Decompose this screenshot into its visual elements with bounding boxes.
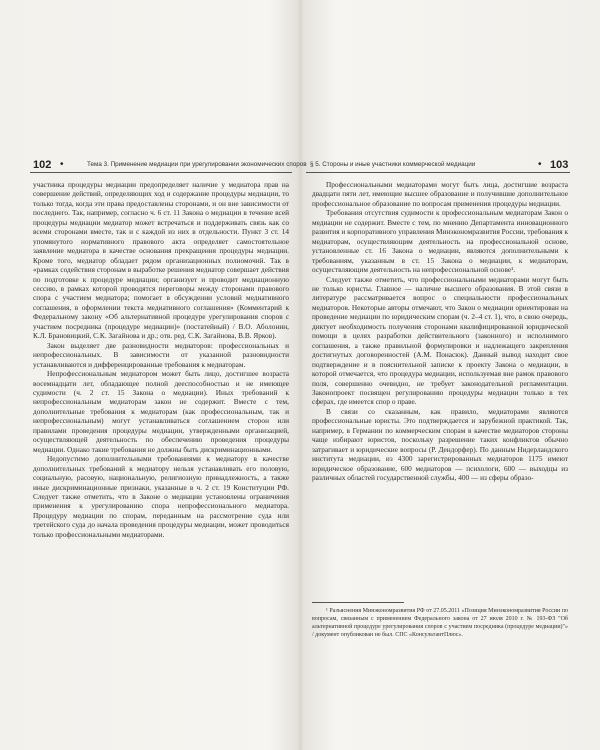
paragraph: Требования отсутствия судимости к профессиональным медиаторам Закон о медиации не содержит. Вместе с тем, по мнению Департамента инновационного развития и корпоративного управления Минэкономразвития России, требования к медиаторам, осуществляющим деятельность на профессиональной основе, установленные ст. 16 Закона о медиации, являются дополнительными к требованиям, указанным в ст. 15 Закона о медиации, к медиаторам, осуществляющим деятельность на непрофессиональной основе¹. — [312, 208, 568, 275]
paragraph: участника процедуры медиации предопределяет наличие у медиатора прав на совершение действий, определяющих ход и содержание процедуры медиации, то только тогда, когда эти права предоставлены сторонами, и он вне зависимости от последнего. Так, например, согласно ч. 6 ст. 11 Закона о медиации в течение всей процедуры медиации медиатор может встречаться и поддерживать связь как со всеми сторонами вместе, так и с каждой из них в отдельности. Пункт 3 ст. 14 упомянутого нормативного правового акта определяет самостоятельное заявление медиатора в качестве основания прекращения процедуры медиации. Кроме того, медиатор обладает рядом организационных полномочий. Так в «рамках содействия сторонам в выработке решения медиатор совершает действия по подготовке к процедуре медиации; организует и проводит медиационную сессию, в рамках которой проводятся переговоры между сторонами правового спора с участием медиатора; помогает в обсуждении условий медиативного соглашения, в оформлении текста медиативного соглашения» (Комментарий к Федеральному закону «Об альтернативной процедуре урегулирования споров с участием посредника (процедуре медиации)» (постатейный) / В.О. Аболонин, К.Л. Брановицкий, С.К. Загайнова и др.; отв. ред. С.К. Загайнова, В.В. Ярков). — [33, 180, 289, 341]
running-head-right: § 5. Стороны и иные участники коммерческой медиации — [310, 161, 476, 168]
left-page-text — [33, 180, 289, 539]
paragraph: Профессиональными медиаторами могут быть лица, достигшие возраста двадцати пяти лет, имеющие высшее образование и получившие дополнительное профессиональное образование по вопросам применения процедуры медиации. — [312, 180, 568, 208]
running-head-left: Тема 3. Применение медиации при урегулировании экономических споров — [87, 161, 307, 168]
paragraph: Непрофессиональным медиатором может быть лицо, достигшее возраста восемнадцати лет, обладающее полной дееспособностью и не имеющее судимости (ч. 2 ст. 15 Закона о медиации). Иных требований к непрофессиональным медиаторам закон не содержит. Вместе с тем, дополнительные требования к медиаторам (как профессиональным, так и непрофессиональным) могут устанавливаться соглашением сторон или правилами проведения процедуры медиации, утвержденными организацией, осуществляющей деятельность по обеспечению проведения процедуры медиации. Однако такие требования не должны быть дискриминационными. — [33, 369, 289, 454]
right-page-text — [312, 180, 568, 483]
header-rule-left — [30, 172, 292, 173]
footnote — [312, 607, 568, 639]
paragraph: Следует также отметить, что профессиональными медиаторами могут быть не только юристы. Главное — наличие высшего образования. В этой связи в литературе рассматривается вопрос о специальности профессиональных медиаторов. Некоторые авторы отмечают, что Закон о медиации ориентирован на проведение медиации по юридическим спорам (ч. 2–4 ст. 1), что, в свою очередь, диктует необходимость получения сторонами квалифицированной юридической помощи в целях разработки действительного (законного) и исполнимого соглашения, а также правильной формулировки и надлежащего закрепления достигнутых договоренностей (А.М. Понасюк). Данный вывод находит свое подтверждение и в пояснительной записке к проекту Закона о медиации, в которой отмечается, что процедура медиации, используемая вне рамок правового поля, совершенно очевидно, не требует законодательной регламентации. Законопроект посвящен регулированию процедуры медиации только в тех сферах, где имеется спор о праве. — [312, 274, 568, 407]
paragraph: Закон выделяет две разновидности медиаторов: профессиональных и непрофессиональных. В зависимости от указанной разновидности устанавливаются и дифференцированные требования к медиаторам. — [33, 340, 289, 369]
paragraph: Недопустимо дополнительными требованиями к медиатору в качестве дополнительных требований к медиатору нельзя устанавливать его половую, социальную, расовую, национальную, религиозную принадлежность, а также иные дискриминационные признаки, указанные в ч. 2 ст. 19 Конституции РФ. Следует также отметить, что в Законе о медиации установлены ограничения применения к урегулированию спора непрофессионального медиатора. Процедуру медиации по спорам, переданным на рассмотрение суда или третейского суда до начала проведения процедуры медиации, может проводиться только профессиональными медиаторами. — [33, 454, 289, 539]
header-bullet-left: • — [60, 159, 64, 170]
page-number-left: 102 — [33, 159, 52, 171]
paragraph: В связи со сказанным, как правило, медиаторами являются профессиональные юристы. Это подтверждается и зарубежной практикой. Так, например, в Германии по коммерческим спорам в качестве медиаторов стороны чаще избирают юристов, поскольку разрешение таких конфликтов обычно затрагивает и юридические вопросы (Р. Дендорфер). По данным Нидерландского института медиации, из 4300 зарегистрированных медиаторов 1175 имеют юридическое образование, 600 медиаторов — психологи, 600 — выходцы из различных областей государственной службы, 400 — из сферы образо- — [312, 406, 568, 483]
header-rule-right — [306, 172, 570, 173]
footnote-rule — [312, 602, 404, 603]
page-number-right: 103 — [550, 159, 569, 171]
footnote-text: ¹ Разъяснения Минэкономразвития РФ от 27.05.2011 «Позиция Минэкономразвития России по вопросам, связанным с применением Федерального закона от 27 июля 2010 г. № 193-ФЗ "Об альтернативной процедуре урегулирования споров с участием посредника (процедуре медиации)"» / документ опубликован не был. СПС «КонсультантПлюс». — [312, 608, 568, 638]
header-bullet-right: • — [538, 159, 542, 170]
